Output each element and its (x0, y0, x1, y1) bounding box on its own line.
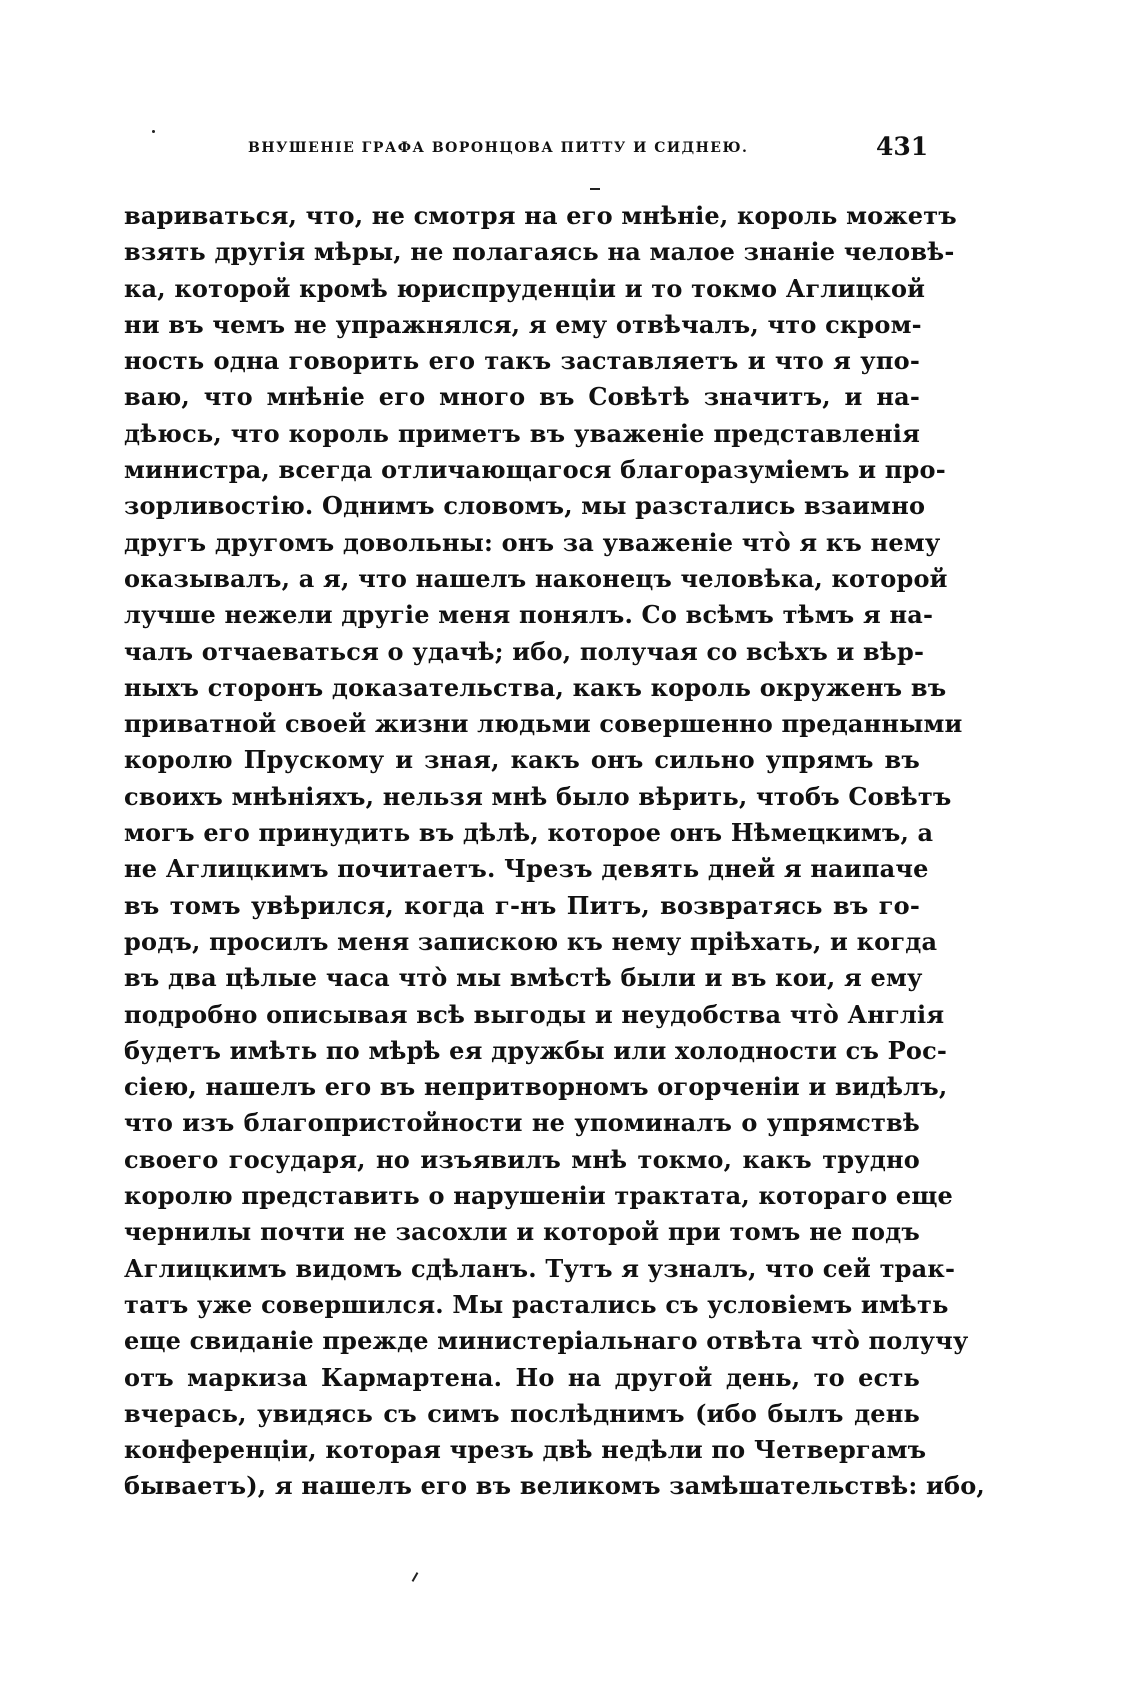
text-line: татъ уже совершился. Мы растались съ условіемъ имѣть (124, 1289, 949, 1319)
text-line: зорливостію. Однимъ словомъ, мы разстались взаимно (124, 491, 926, 521)
page-number: 431 (876, 132, 929, 161)
text-line: другъ другомъ довольны: онъ за уваженіе что̀ я къ нему (124, 527, 941, 557)
print-speck (152, 130, 155, 133)
text-line: ка, которой кромѣ юриспруденціи и то токмо Аглицкой (124, 273, 926, 303)
text-line: еще свиданіе прежде министеріальнаго отвѣта что̀ получу (124, 1326, 969, 1356)
text-line: королю представить о нарушеніи трактата, котораго еще (124, 1181, 954, 1211)
text-line: въ два цѣлые часа что̀ мы вмѣстѣ были и въ кои, я ему (124, 963, 923, 993)
text-line: не Аглицкимъ почитаетъ. Чрезъ девять дней я наипаче (124, 854, 929, 884)
text-line: оказывалъ, а я, что нашелъ наконецъ человѣка, которой (124, 563, 948, 593)
text-line: ни въ чемъ не упражнялся, я ему отвѣчалъ, что скром- (124, 309, 922, 339)
text-line: конференціи, которая чрезъ двѣ недѣли по Четвергамъ (124, 1435, 927, 1465)
text-line: сіею, нашелъ его въ непритворномъ огорченіи и видѣлъ, (124, 1072, 948, 1102)
body-text (124, 198, 985, 1505)
text-line: что изъ благопристойности не упоминалъ о упрямствѣ (124, 1108, 920, 1138)
text-line: Аглицкимъ видомъ сдѣланъ. Тутъ я узналъ, что сей трак- (124, 1253, 956, 1283)
text-line: чернилы почти не засохли и которой при томъ не подъ (124, 1217, 920, 1247)
print-speck (590, 188, 600, 190)
text-line: приватной своей жизни людьми совершенно преданными (124, 709, 963, 739)
running-head-title: ВНУШЕНІЕ ГРАФА ВОРОНЦОВА ПИТТУ И СИДНЕЮ. (248, 140, 749, 156)
text-line: отъ маркиза Кармартена. Но на другой день, то есть (124, 1362, 920, 1392)
text-line: будетъ имѣть по мѣрѣ ея дружбы или холодности съ Рос- (124, 1035, 948, 1065)
print-speck (412, 1572, 419, 1582)
text-line: бываетъ), я нашелъ его въ великомъ замѣшательствѣ: ибо, (124, 1471, 985, 1501)
text-line: министра, всегда отличающагося благоразуміемъ и про- (124, 455, 946, 485)
text-line: ность одна говорить его такъ заставляетъ и что я упо- (124, 346, 920, 376)
text-line: могъ его принудить въ дѣлѣ, которое онъ Нѣмецкимъ, а (124, 818, 934, 848)
text-line: своихъ мнѣніяхъ, нельзя мнѣ было вѣрить, чтобъ Совѣтъ (124, 781, 952, 811)
text-line: вчерась, увидясь съ симъ послѣднимъ (ибо былъ день (124, 1398, 920, 1428)
text-line: королю Прускому и зная, какъ онъ сильно упрямъ въ (124, 745, 920, 775)
text-line: лучше нежели другіе меня понялъ. Со всѣмъ тѣмъ я на- (124, 600, 934, 630)
text-line: вариваться, что, не смотря на его мнѣніе, король можетъ (124, 201, 957, 230)
text-line: дѣюсь, что король приметъ въ уваженіе представленія (124, 418, 920, 448)
text-line: ныхъ сторонъ доказательства, какъ король окруженъ въ (124, 672, 947, 702)
text-line: ваю, что мнѣніе его много въ Совѣтѣ значитъ, и на- (124, 382, 920, 412)
text-line: взять другія мѣры, не полагаясь на малое знаніе человѣ- (124, 237, 955, 267)
text-line: подробно описывая всѣ выгоды и неудобства что̀ Англія (124, 999, 945, 1029)
text-line: чалъ отчаеваться о удачѣ; ибо, получая со всѣхъ и вѣр- (124, 636, 925, 666)
text-line: родъ, просилъ меня запискою къ нему пріѣхать, и когда (124, 926, 938, 956)
text-line: въ томъ увѣрился, когда г-нъ Питъ, возвратясь въ го- (124, 890, 920, 920)
text-line: своего государя, но изъявилъ мнѣ токмо, какъ трудно (124, 1144, 920, 1174)
